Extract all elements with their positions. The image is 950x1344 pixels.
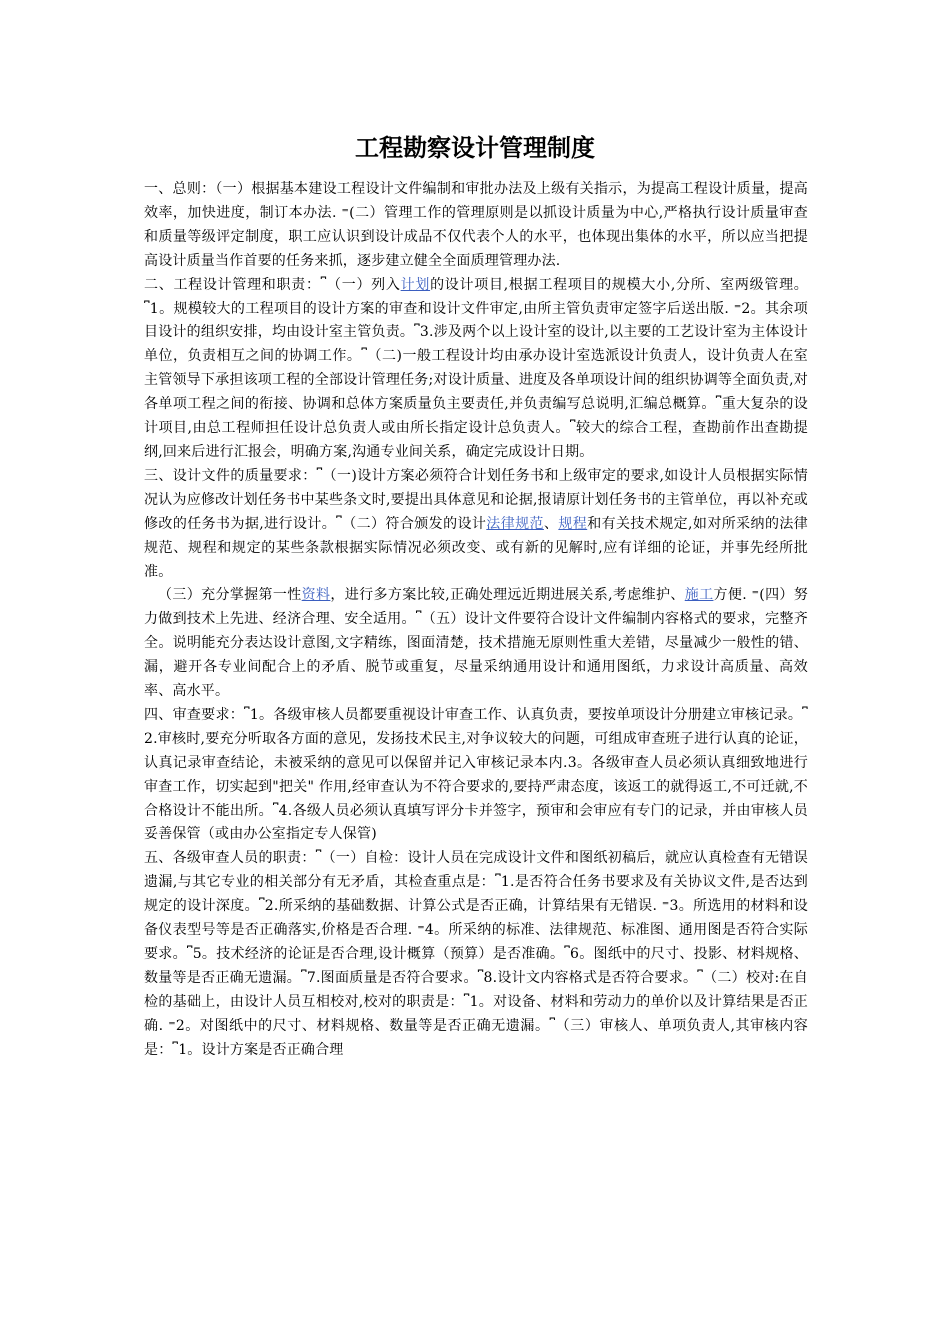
section-quality-cont-text-1: （三）充分掌握第一性 — [158, 587, 302, 604]
section-quality — [144, 465, 808, 585]
section-management-text-1: 二、工程设计管理和职责：⎴（一）列入 — [144, 276, 401, 293]
link-falvguifan[interactable]: 法律规范 — [486, 515, 544, 532]
section-quality-text-2: 和有关技术规定,如对所采纳的法律规范、规程和规定的某些条款根据实际情况必须改变、或有新的见解时,应有详细的论证，并事先经所批准。 — [144, 515, 808, 580]
section-quality-text-1: 三、设计文件的质量要求：⎴（一)设计方案必须符合计划任务书和上级审定的要求,如设计人员根据实际情况认为应修改计划任务书中某些条文时,要提出具体意见和论据,报请原计划任务书的主管单位，再以补充或修改的任务书为据,进行设计。⎴（二）符合颁发的设计 — [144, 467, 808, 532]
link-guicheng[interactable]: 规程 — [558, 515, 588, 532]
section-quality-cont-text-3: 方便. ⁼(四）努力做到技术上先进、经济合理、安全适用。⎴（五）设计文件要符合设计文件编制内容格式的要求，完整齐全。说明能充分表达设计意图,文字精练，图面清楚，技术措施无原则性重大差错，尽量减少一般性的错、漏，避开各专业间配合上的矛盾、脱节或重复，尽量采纳通用设计和通用图纸，力求设计高质量、高效率、高水平。 — [144, 587, 809, 700]
section-quality-separator: 、 — [543, 515, 559, 532]
section-review-requirements: 四、审查要求：⎴1。各级审核人员都要重视设计审查工作、认真负责，要按单项设计分册建立审核记录。⎴ 2.审核时,要充分听取各方面的意见，发扬技术民主,对争议较大的问题，可组成审查班子进行认真的论证，认真记录审查结论，未被采纳的意见可以保留并记入审核记录本内.3。各级审查人员必须认真细致地进行审查工作，切实起到"把关" 作用,经审查认为不符合要求的,要持严肃态度，该返工的就得返工,不可迁就,不合格设计不能出所。⎴4.各级人员必须认真填写评分卡并签字，预审和会审应有专门的记录，并由审核人员妥善保管（或由办公室指定专人保管) — [144, 706, 827, 843]
section-management — [144, 274, 808, 465]
document-title: 工程勘察设计管理制度 — [355, 133, 595, 162]
section-management-text-2: 的设计项目,根据工程项目的规模大小,分所、室两级管理。⎴1。规模较大的工程项目的设计方案的审查和设计文件审定,由所主管负责审定签字后送出版. ⁼2。其余项目设计的组织安排，均由设计室主管负责。⎴3.涉及两个以上设计室的设计,以主要的工艺设计室为主体设计单位，负责相互之间的协调工作。⎴（二)一般工程设计均由承办设计室选派设计负责人，设计负责人在室主管领导下承担该项工程的全部设计管理任务;对设计质量、进度及各单项设计间的组织协调等全面负责,对各单项工程之间的衔接、协调和总体方案质量负主要责任,并负责编写总说明,汇编总概算。⎴重大复杂的设计项目,由总工程师担任设计总负责人或由所长指定设计总负责人。⎴较大的综合工程，查勘前作出查勘提纲,回来后进行汇报会，明确方案,沟通专业间关系，确定完成设计日期。 — [144, 276, 808, 460]
link-shigong[interactable]: 施工 — [684, 587, 714, 604]
document-body — [144, 178, 827, 1063]
section-quality-continued — [144, 584, 808, 704]
section-quality-cont-text-2: ，进行多方案比较,正确处理远近期进展关系,考虑维护、 — [330, 587, 685, 604]
section-reviewer-duties: 五、各级审查人员的职责：⎴（一）自检：设计人员在完成设计文件和图纸初稿后，就应认真检查有无错误遗漏,与其它专业的相关部分有无矛盾，其检查重点是：⎴1.是否符合任务书要求及有关协议文件,是否达到规定的设计深度。⎴2.所采纳的基础数据、计算公式是否正确，计算结果有无错误. ⁼3。所选用的材料和设备仪表型号等是否正确落实,价格是否合理. ⁼4。所采纳的标准、法律规范、标准图、通用图是否符合实际要求。⎴5。技术经济的论证是否合理,设计概算（预算）是否准确。⎴6。图纸中的尺寸、投影、材料规格、数量等是否正确无遗漏。⎴7.图面质量是否符合要求。⎴8.设计文内容格式是否符合要求。⎴（二）校对:在自检的基础上，由设计人员互相校对,校对的职责是：⎴1。对设备、材料和劳动力的单价以及计算结果是否正确. ⁼2。对图纸中的尺寸、材料规格、数量等是否正确无遗漏。⎴（三）审核人、单项负责人,其审核内容是：⎴1。设计方案是否正确合理 — [144, 850, 808, 1058]
link-ziliao[interactable]: 资料 — [301, 587, 331, 604]
section-general: 一、总则：（一）根据基本建设工程设计文件编制和审批办法及上级有关指示，为提高工程设计质量，提高效率，加快进度，制订本办法. ⁼(二）管理工作的管理原则是以抓设计质量为中心,严格执行设计质量审查和质量等级评定制度，职工应认识到设计成品不仅代表个人的水平，也体现出集体的水平，所以应当把提高设计质量当作首要的任务来抓，逐步建立健全全面质理管理办法. — [144, 181, 808, 269]
link-jihua[interactable]: 计划 — [400, 276, 431, 293]
